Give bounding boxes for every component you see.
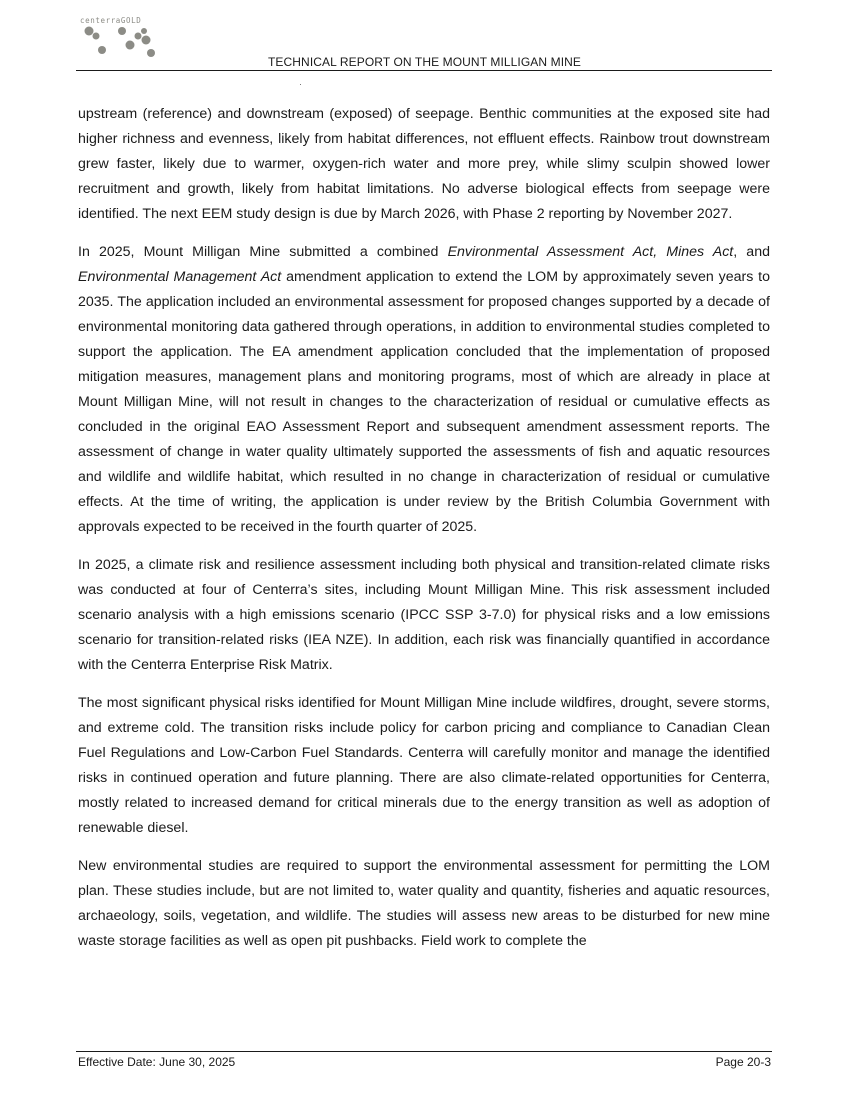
page-number: Page 20-3: [715, 1055, 771, 1069]
paragraph-2-part-c: , and: [733, 244, 770, 260]
stray-mark: [300, 84, 301, 85]
paragraph-5: New environmental studies are required to support the environmental assessment for permitting the LOM plan. These studies include, but are not limited to, water quality and quantity, fisheries and aquatic resources, archaeology, soils, vegetation, and wildlife. The studies will assess new areas to be disturbed for new mine waste storage facilities as well as open pit pushbacks. Field work to complete the: [78, 858, 770, 949]
paragraph-2-act-names: Environmental Assessment Act, Mines Act: [447, 244, 734, 260]
effective-date: Effective Date: June 30, 2025: [78, 1055, 236, 1069]
logo-wordmark: centerraGOLD: [80, 16, 142, 25]
page-header-title: TECHNICAL REPORT ON THE MOUNT MILLIGAN MINE: [267, 55, 581, 69]
paragraph-2-part-a: In 2025, Mount Milligan Mine submitted a combined: [78, 244, 448, 260]
document-body: [78, 102, 770, 967]
header-divider: [76, 70, 772, 71]
paragraph-1: upstream (reference) and downstream (exposed) of seepage. Benthic communities at the exposed site had higher richness and evenness, likely from habitat differences, not effluent effects. Rainbow trout downstream grew faster, likely due to warmer, oxygen-rich water and more prey, while slimy sculpin showed lower recruitment and growth, likely from habitat limitations. No adverse biological effects from seepage were identified. The next EEM study design is due by March 2026, with Phase 2 reporting by November 2027.: [78, 106, 770, 222]
footer-divider: [76, 1051, 772, 1052]
paragraph-4: The most significant physical risks identified for Mount Milligan Mine include wildfires, drought, severe storms, and extreme cold. The transition risks include policy for carbon pricing and compliance to Canadian Clean Fuel Regulations and Low-Carbon Fuel Standards. Centerra will carefully monitor and manage the identified risks in continued operation and future planning. There are also climate-related opportunities for Centerra, mostly related to increased demand for critical minerals due to the energy transition as well as adoption of renewable diesel.: [78, 695, 770, 836]
paragraph-2: [78, 240, 770, 540]
paragraph-2-part-e: amendment application to extend the LOM by approximately seven years to 2035. The application included an environmental assessment for proposed changes supported by a decade of environmental monitoring data gathered through operations, in addition to environmental studies completed to support the application. The EA amendment application concluded that the implementation of proposed mitigation measures, management plans and monitoring programs, most of which are already in place at Mount Milligan Mine, will not result in changes to the characterization of residual or cumulative effects as concluded in the original EAO Assessment Report and subsequent amendment assessment reports. The assessment of change in water quality ultimately supported the assessments of fish and aquatic resources and wildlife and wildlife habitat, which resulted in no change in characterization of residual or cumulative effects. At the time of writing, the application is under review by the British Columbia Government with approvals expected to be received in the fourth quarter of 2025.: [78, 269, 771, 535]
paragraph-3: In 2025, a climate risk and resilience assessment including both physical and transition-related climate risks was conducted at four of Centerra’s sites, including Mount Milligan Mine. This risk assessment included scenario analysis with a high emissions scenario (IPCC SSP 3-7.0) for physical risks and a low emissions scenario for transition-related risks (IEA NZE). In addition, each risk was financially quantified in accordance with the Centerra Enterprise Risk Matrix.: [78, 557, 770, 673]
paragraph-2-act-name: Environmental Management Act: [78, 269, 282, 285]
